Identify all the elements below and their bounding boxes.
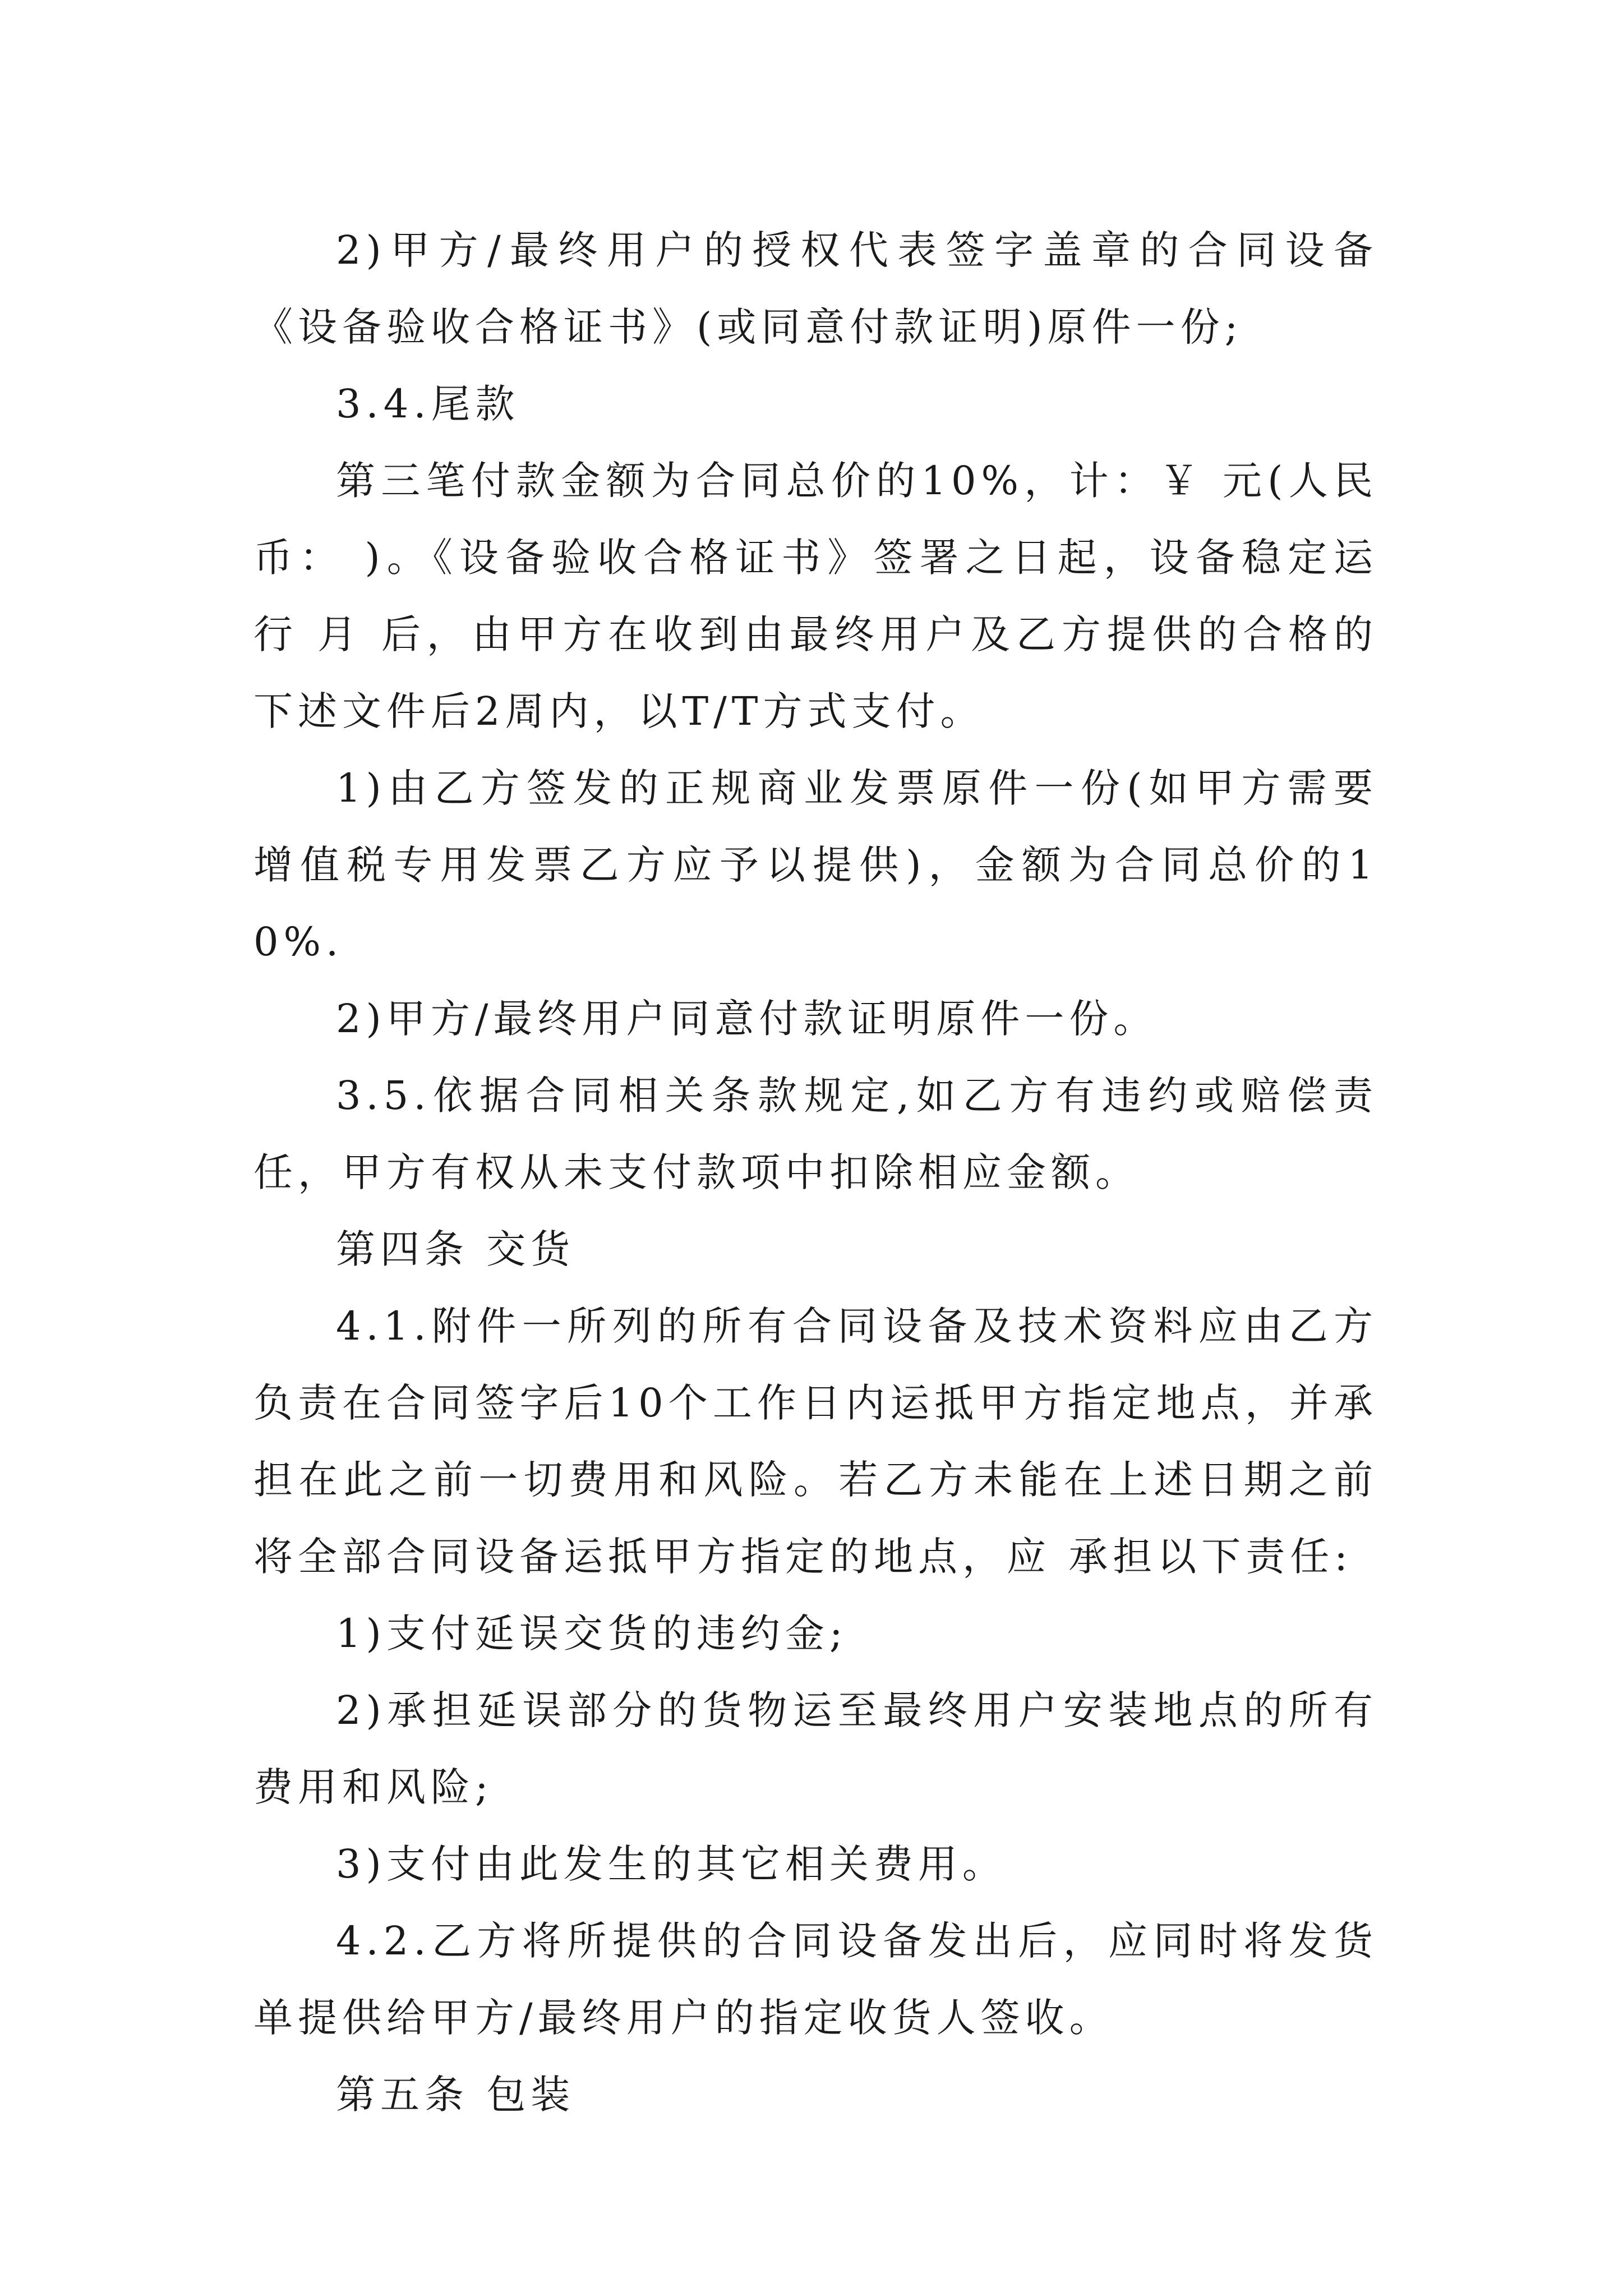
paragraph-third-payment: 第三笔付款金额为合同总价的10%，计：￥ 元(人民币： )。《设备验收合格证书》签署之日起，设备稳定运行 月 后，由甲方在收到由最终用户及乙方提供的合格的下述文件后2周内，以T/T方式支付。 <box>253 458 1378 734</box>
heading-article-four-delivery: 第四条 交货 <box>336 1226 575 1272</box>
heading-article-five-packaging: 第五条 包装 <box>336 2072 575 2118</box>
paragraph-deduction-right: 3.5.依据合同相关条款规定,如乙方有违约或赔偿责任，甲方有权从未支付款项中扣除相应金额。 <box>253 1073 1378 1195</box>
paragraph-acceptance-certificate: 2)甲方/最终用户的授权代表签字盖章的合同设备《设备验收合格证书》(或同意付款证明)原件一份; <box>253 227 1378 350</box>
paragraph-delay-costs: 2)承担延误部分的货物运至最终用户安装地点的所有费用和风险; <box>253 1687 1378 1810</box>
heading-final-payment: 3.4.尾款 <box>336 381 520 427</box>
paragraph-commercial-invoice: 1)由乙方签发的正规商业发票原件一份(如甲方需要增值税专用发票乙方应予以提供)，金额为合同总价的10%. <box>253 765 1378 965</box>
paragraph-delivery-note: 4.2.乙方将所提供的合同设备发出后，应同时将发货单提供给甲方/最终用户的指定收货人签收。 <box>253 1918 1378 2041</box>
paragraph-other-costs: 3)支付由此发生的其它相关费用。 <box>336 1841 1007 1887</box>
paragraph-payment-consent: 2)甲方/最终用户同意付款证明原件一份。 <box>336 996 1158 1042</box>
paragraph-liquidated-damages: 1)支付延误交货的违约金; <box>336 1611 848 1657</box>
document-body <box>253 212 1378 2133</box>
paragraph-delivery-terms: 4.1.附件一所列的所有合同设备及技术资料应由乙方负责在合同签字后10个工作日内运抵甲方指定地点，并承担在此之前一切费用和风险。若乙方未能在上述日期之前将全部合同设备运抵甲方指定的地点，应 承担以下责任: <box>253 1303 1378 1580</box>
